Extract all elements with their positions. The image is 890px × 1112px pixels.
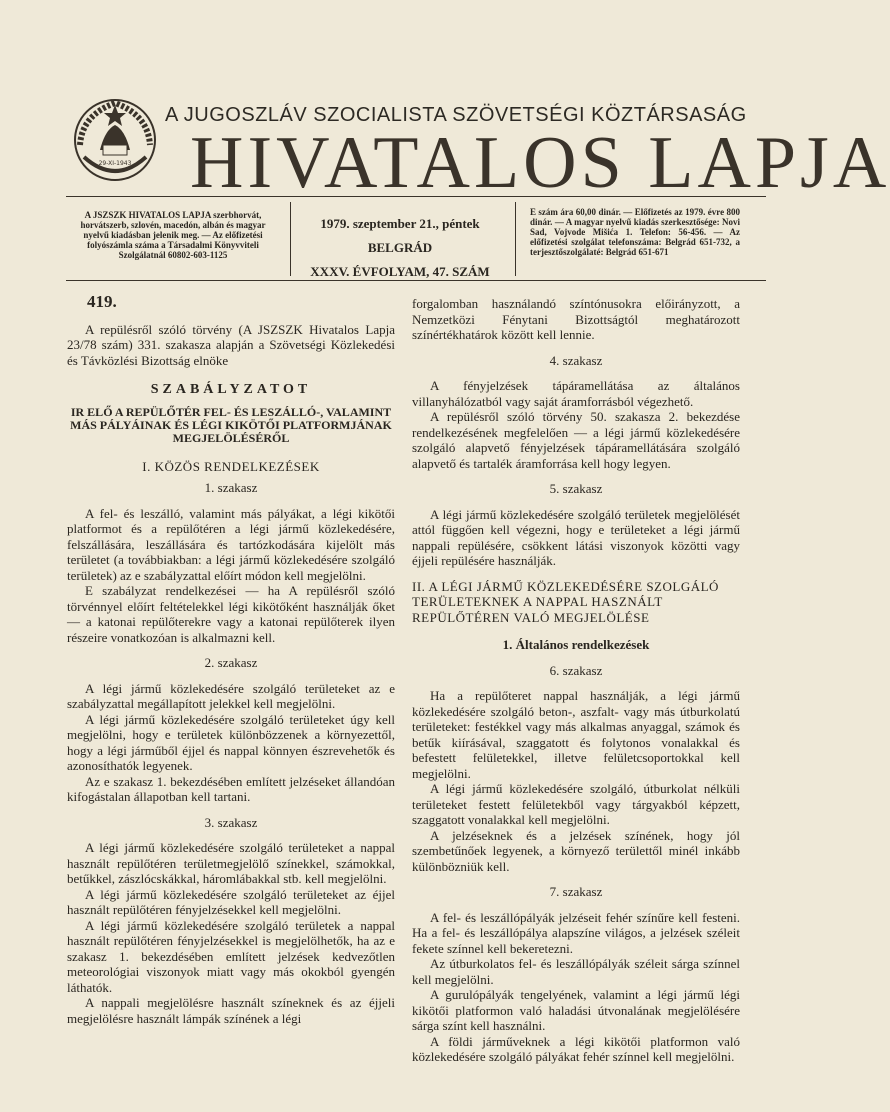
paragraph: A repülésről szóló törvény 50. szakasza 2. bekezdése rendelkezésének megfelelően — a légi jármű közlekedésére szolgáló alapvető fényjelzések tápáramellátására szolgáló alapvető és tartalék áramforrása kell hogy legyen. (412, 409, 740, 471)
paragraph: A fel- és leszállópályák jelzéseit fehér színűre kell festeni. Ha a fel- és leszállópálya alapszíne világos, a jelzések széleit fekete színnel kell bekeretezni. (412, 909, 740, 956)
paragraph: A légi jármű közlekedésére szolgáló területeket a nappal használt repülőtéren területmegjelölő színekkel, számokkal, betűkkel, zászlócskákkal, háromlábakkal stb. kell megjelölni. (67, 840, 395, 886)
right-column (412, 296, 740, 1065)
paragraph: A légi jármű közlekedésére szolgáló, útburkolat nélküli területeket festett felületekből vagy tárgyakból képzett, szaggatott vonalakkal kell megjelölni. (412, 781, 740, 827)
paragraph: A nappali megjelölésre használt színeknek és az éjjeli megjelölésre használt lámpák színének a légi (67, 995, 395, 1026)
paragraph: forgalomban használandó színtónusokra előirányzott, a Nemzetközi Fénytani Bizottságtól meghatározott színértékhatárok között kell lennie. (412, 296, 740, 342)
chapter-heading: II. A LÉGI JÁRMŰ KÖZLEKEDÉSÉRE SZOLGÁLÓ TERÜLETEKNEK A NAPPAL HASZNÁLT REPÜLŐTÉREN VALÓ MEGJELÖLÉSE (412, 578, 719, 625)
header-divider-right (515, 202, 516, 276)
header-issue-info (300, 212, 500, 284)
section-heading: 2. szakasz (204, 655, 258, 670)
document-title: SZABÁLYZATOT (150, 382, 312, 397)
paragraph: A légi jármű közlekedésére szolgáló területeket az e szabályzattal megállapított jelekkel kell megjelölni. (67, 680, 395, 711)
paragraph: A légi jármű közlekedésére szolgáló területek a nappal használt repülőtéren fényjelzésekkel is megjelölhetők, ha az e szakasz 1. bekezdésében említett jelzések kedvezőtlen meteorológiai viszonyok miatt vagy más okokból gyengén láthatók. (67, 917, 395, 995)
issue-place: BELGRÁD (367, 240, 433, 255)
paragraph: A légi jármű közlekedésére szolgáló területek megjelölését attól függően kell végezni, hogy e területeket a légi jármű nappali repülésére, csökkent látási viszonyok közötti vagy éjjeli repülésére használják. (412, 506, 740, 568)
header-divider-left (290, 202, 291, 276)
masthead-rule (66, 196, 766, 197)
paragraph: A földi járműveknek a légi kikötői platformon való közlekedésére szolgáló pályákat fehér színnel kell megjelölni. (412, 1033, 740, 1064)
item-number: 419. (87, 292, 117, 311)
paragraph: A jelzéseknek és a jelzések színének, hogy jól szembetűnőek legyenek, a környező területtől minél inkább különbözniük kell. (412, 827, 740, 874)
paragraph: E szabályzat rendelkezései — ha A repülésről szóló törvénnyel előírt feltételekkel légi kikötőként használják őket — a katonai repülőterekre vagy a katonai repülőterek ilyen részeire vonatkozóan is alkalmazni kell. (67, 583, 395, 645)
paragraph: A fel- és leszálló, valamint más pályákat, a légi kikötői platformot és a repülőtéren a légi jármű közlekedésére, felszállására, leszállására és tartózkodására kijelölt más területet (a továbbiakban: a légi jármű közlekedésére szolgáló területek) az e szabályzattal előírt módon kell megjelölni. (67, 505, 395, 583)
section-heading: 5. szakasz (549, 481, 603, 496)
state-emblem-icon (70, 95, 160, 185)
section-heading: 3. szakasz (204, 814, 258, 830)
paragraph: A légi jármű közlekedésére szolgáló területeket az éjjel használt repülőtéren fényjelzésekkel kell megjelölni. (67, 886, 395, 917)
paragraph: Ha a repülőteret nappal használják, a légi jármű közlekedésére szolgáló beton-, aszfalt- vagy más útburkolatú területeket: festékkel vagy más alkalmas anyaggal, számok és betűk kiírásával, szaggatott és folytonos vonalakkal és befestett felületekkel, illetve felületcsoportokkal kell megjelölni. (412, 688, 740, 781)
paragraph: A gurulópályák tengelyének, valamint a légi jármű légi kikötői platformon való haladási útvonalának megjelölésére sárga színt kell használni. (412, 987, 740, 1033)
paragraph: Az útburkolatos fel- és leszállópályák széleit sárga színnel kell megjelölni. (412, 956, 740, 987)
document-subtitle: IR ELŐ A REPÜLŐTÉR FEL- ÉS LESZÁLLÓ-, VALAMINT MÁS PÁLYÁINAK ÉS LÉGI KIKÖTŐI PLATFORMJÁNAK MEGJELÖLÉSÉRŐL (70, 404, 392, 445)
section-heading: 4. szakasz (549, 352, 603, 368)
paragraph: Az e szakasz 1. bekezdésében említett jelzéseket állandóan kifogástalan állapotban kell tartani. (67, 773, 395, 804)
paragraph: A fényjelzések tápáramellátása az általános villanyhálózatból vagy saját áramforrásból végezhető. (412, 378, 740, 409)
emblem-date: 29-XI-1943 (98, 160, 132, 167)
masthead-top-title: A JUGOSZLÁV SZOCIALISTA SZÖVETSÉGI KÖZTÁRSASÁG (165, 104, 747, 126)
issue-date: 1979. szeptember 21., péntek (320, 216, 480, 231)
issue-number: XXXV. ÉVFOLYAM, 47. SZÁM (310, 264, 490, 279)
section-heading: 6. szakasz (549, 662, 603, 678)
header-price-info: E szám ára 60,00 dinár. — Előfizetés az 1979. évre 800 dinár. — A magyar nyelvű kiadás szerkesztősége: Novi Sad, Vojvode Mišića 1. Telefon: 56-456. — Az előfizetési szolgálat telefonszáma: Belgrád 651-732, a terjesztőszolgálaté: Belgrád 651-671 (530, 207, 740, 257)
section-heading: 7. szakasz (549, 884, 603, 899)
header-subscription-info: A JSZSZK HIVATALOS LAPJA szerbhorvát, horvátszerb, szlovén, macedón, albán és magyar nyelvű kiadásban jelenik meg. — Az előfizetési folyószámla száma a Társadalmi Könyvviteli Szolgálatnál 60802-603-1125 (80, 210, 266, 260)
paragraph: A repülésről szóló törvény (A JSZSZK Hivatalos Lapja 23/78 szám) 331. szakasza alapján a Szövetségi Közlekedési és Távközlési Bizottság elnöke (67, 321, 395, 368)
subchapter-heading: 1. Általános rendelkezések (502, 637, 650, 652)
paragraph: A légi jármű közlekedésére szolgáló területeket úgy kell megjelölni, hogy e területek különbözzenek a környezettől, hogy a légi járműből éjjel és nappal könnyen észrevehetők és azonosíthatók legyenek. (67, 711, 395, 773)
masthead-main-title: HIVATALOS LAPJA (190, 122, 890, 204)
chapter-heading: I. KÖZÖS RENDELKEZÉSEK (142, 458, 320, 474)
section-heading: 1. szakasz (204, 480, 258, 495)
left-column (67, 290, 395, 1026)
